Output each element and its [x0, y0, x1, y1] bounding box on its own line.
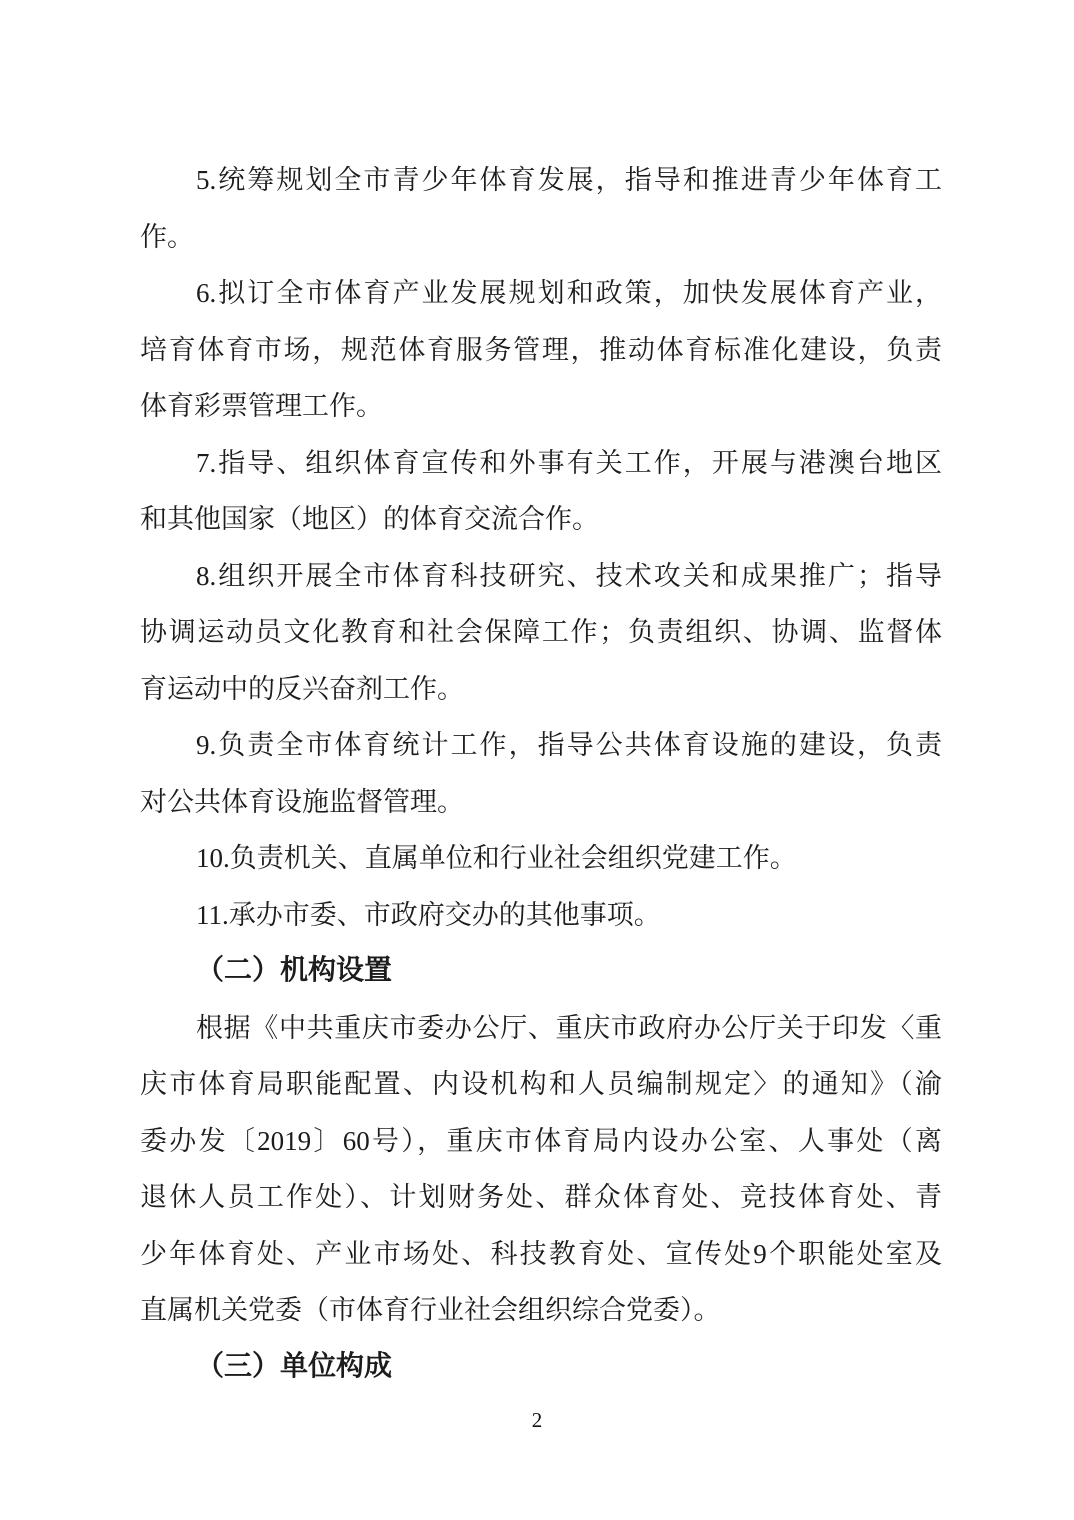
- text-line: 5.统筹规划全市青少年体育发展，指导和推进青少年体育工: [196, 165, 942, 195]
- text-line: 庆市体育局职能配置、内设机构和人员编制规定〉的通知》（渝: [140, 1069, 942, 1099]
- text-line: 直属机关党委（市体育行业社会组织综合党委）。: [140, 1295, 721, 1325]
- text-line: 6.拟订全市体育产业发展规划和政策，加快发展体育产业，: [196, 278, 942, 308]
- text-line: 少年体育处、产业市场处、科技教育处、宣传处9个职能处室及: [140, 1238, 942, 1269]
- text-line: 协调运动员文化教育和社会保障工作；负责组织、协调、监督体: [140, 617, 942, 647]
- text-line: 7.指导、组织体育宣传和外事有关工作，开展与港澳台地区: [196, 447, 942, 478]
- section-heading: （三）单位构成: [196, 1350, 393, 1382]
- text-line: 根据《中共重庆市委办公厅、重庆市政府办公厅关于印发〈重: [196, 1012, 942, 1043]
- text-line: 对公共体育设施监督管理。: [140, 786, 464, 817]
- page-number: 2: [531, 1408, 543, 1432]
- text-line: 退休人员工作处）、计划财务处、群众体育处、竞技体育处、青: [140, 1182, 942, 1212]
- text-line: 培育体育市场，规范体育服务管理，推动体育标准化建设，负责: [140, 334, 942, 365]
- text-line: 委办发〔2019〕60号），重庆市体育局内设办公室、人事处（离: [140, 1125, 942, 1156]
- text-line: 8.组织开展全市体育科技研究、技术攻关和成果推广；指导: [196, 560, 942, 591]
- text-line: 11.承办市委、市政府交办的其他事项。: [196, 899, 661, 930]
- text-line: 10.负责机关、直属单位和行业社会组织党建工作。: [196, 843, 797, 873]
- section-heading: （二）机构设置: [196, 955, 393, 986]
- text-line: 9.负责全市体育统计工作，指导公共体育设施的建设，负责: [196, 730, 942, 760]
- text-line: 育运动中的反兴奋剂工作。: [140, 673, 464, 704]
- text-line: 和其他国家（地区）的体育交流合作。: [140, 504, 599, 534]
- document-body: [140, 152, 942, 1395]
- text-line: 体育彩票管理工作。: [140, 391, 383, 421]
- text-line: 作。: [140, 221, 194, 252]
